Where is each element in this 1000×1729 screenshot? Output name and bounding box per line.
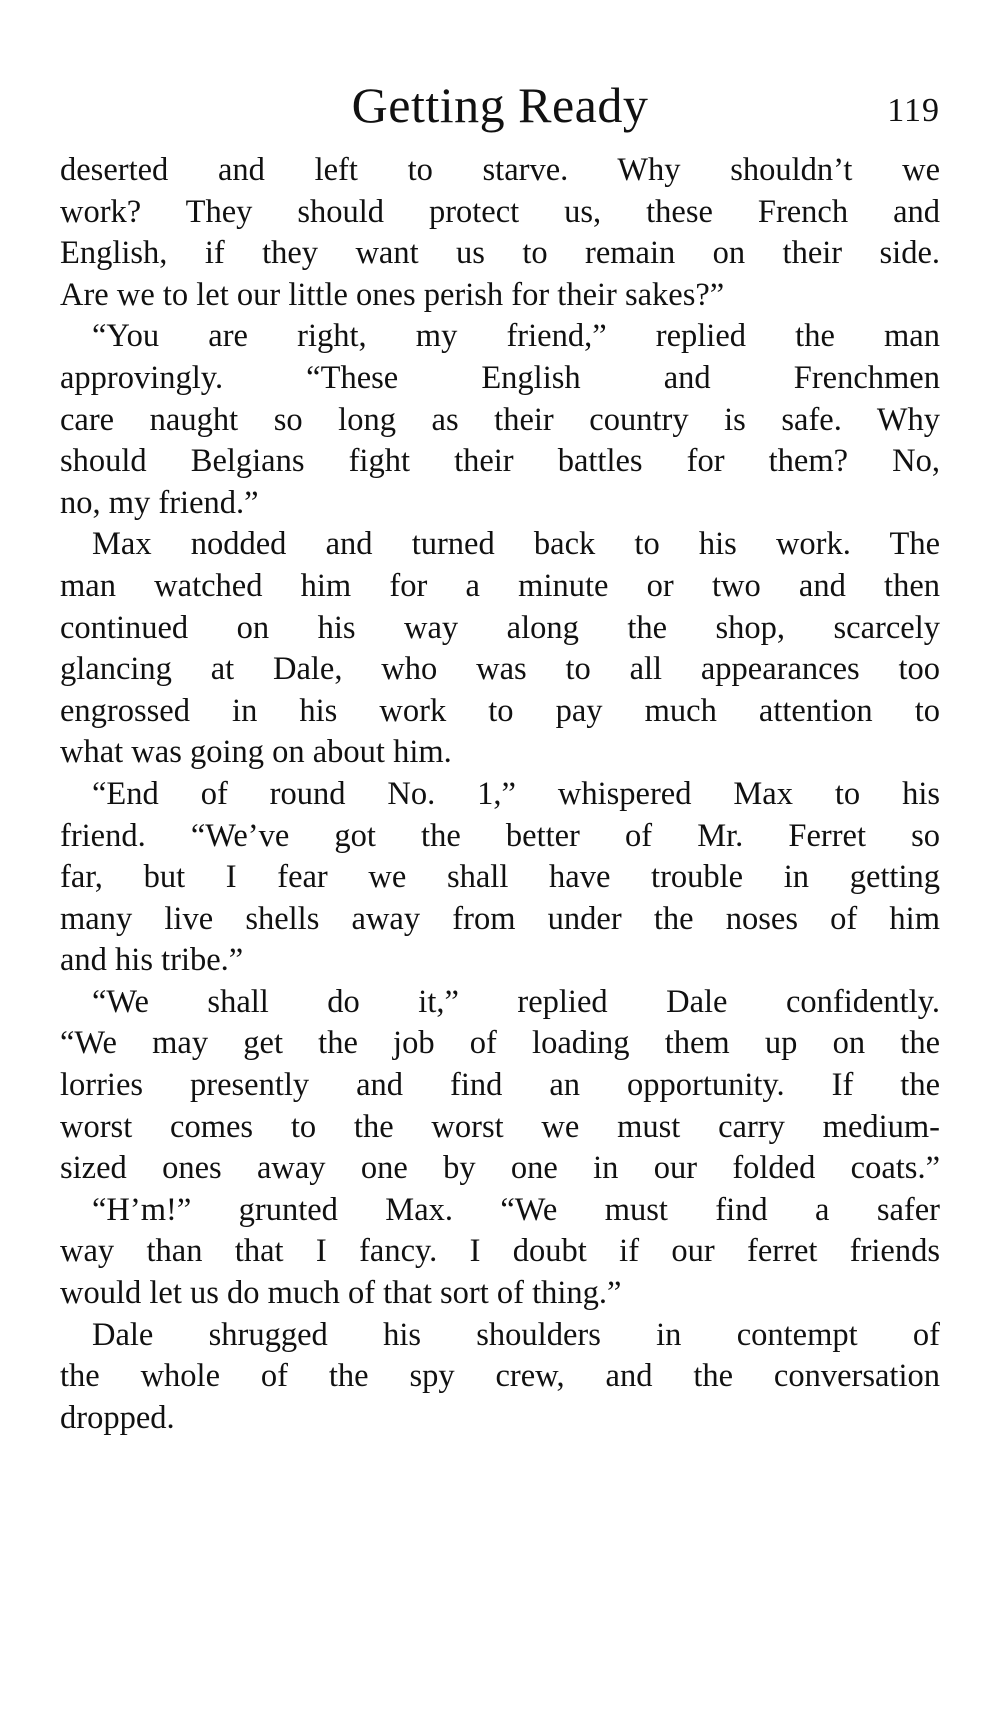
text-line: care naught so long as their country is safe. Why xyxy=(60,401,940,438)
paragraph xyxy=(60,316,940,524)
text-line: and his tribe.” xyxy=(60,942,244,979)
text-line: should Belgians fight their battles for them? No, xyxy=(60,443,940,480)
paragraph xyxy=(60,774,940,982)
text-line: the whole of the spy crew, and the conversation xyxy=(60,1358,940,1395)
text-line: “H’m!” grunted Max. “We must find a safer xyxy=(92,1191,940,1228)
body-text xyxy=(60,150,940,1439)
text-line: worst comes to the worst we must carry medium- xyxy=(60,1108,940,1145)
paragraph xyxy=(60,1315,940,1440)
text-line: sized ones away one by one in our folded coats.” xyxy=(60,1150,940,1187)
text-line: Max nodded and turned back to his work. The xyxy=(92,526,940,563)
text-line: far, but I fear we shall have trouble in getting xyxy=(60,859,940,896)
text-line: deserted and left to starve. Why shouldn’t we xyxy=(60,152,940,188)
text-line: “We may get the job of loading them up on the xyxy=(60,1025,940,1062)
text-line: glancing at Dale, who was to all appearances too xyxy=(60,651,940,688)
text-line: way than that I fancy. I doubt if our ferret friends xyxy=(60,1233,940,1270)
text-line: lorries presently and find an opportunity. If the xyxy=(60,1067,940,1104)
text-line: man watched him for a minute or two and then xyxy=(60,567,940,604)
text-line: no, my friend.” xyxy=(60,484,259,521)
text-line: friend. “We’ve got the better of Mr. Ferret so xyxy=(60,817,940,854)
text-line: English, if they want us to remain on their side. xyxy=(60,235,940,272)
text-line: approvingly. “These English and Frenchmen xyxy=(60,359,940,396)
text-line: work? They should protect us, these French and xyxy=(60,193,940,230)
text-line: Dale shrugged his shoulders in contempt of xyxy=(92,1316,940,1353)
chapter-title: Getting Ready xyxy=(351,77,649,133)
text-line: what was going on about him. xyxy=(60,734,452,771)
text-line: engrossed in his work to pay much attention to xyxy=(60,692,940,729)
page-number: 119 xyxy=(887,92,940,129)
text-line: continued on his way along the shop, scarcely xyxy=(60,609,940,646)
text-line: “We shall do it,” replied Dale confidently. xyxy=(92,983,940,1020)
text-line: dropped. xyxy=(60,1399,175,1436)
text-line: “You are right, my friend,” replied the man xyxy=(92,318,940,355)
paragraph xyxy=(60,1190,940,1315)
running-head xyxy=(60,70,940,140)
paragraph xyxy=(60,982,940,1190)
paragraph xyxy=(60,524,940,774)
text-line: Are we to let our little ones perish for their sakes?” xyxy=(60,276,725,313)
text-line: “End of round No. 1,” whispered Max to his xyxy=(92,775,940,812)
paragraph xyxy=(60,150,940,316)
text-line: many live shells away from under the noses of him xyxy=(60,900,940,937)
text-line: would let us do much of that sort of thing.” xyxy=(60,1275,622,1312)
